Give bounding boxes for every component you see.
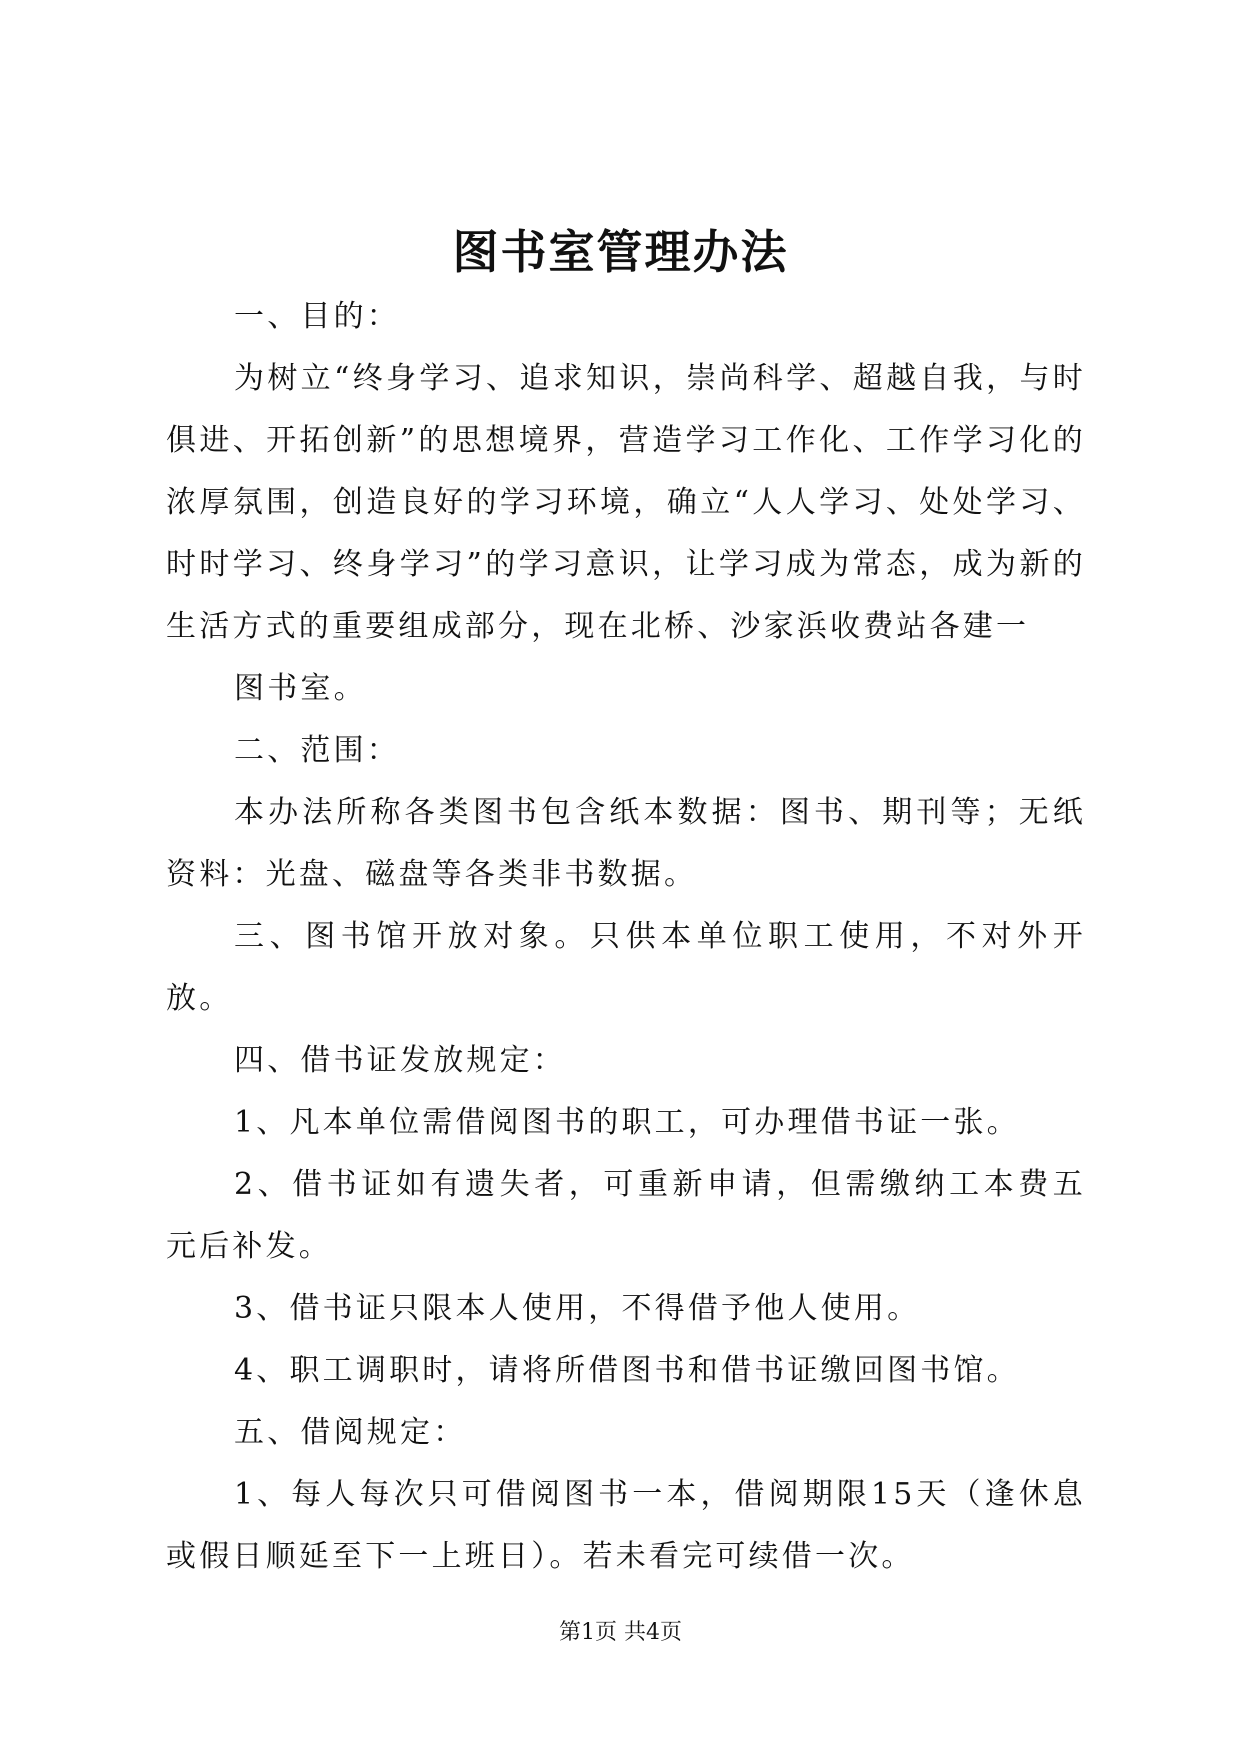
card-rule-item: 4、职工调职时，请将所借图书和借书证缴回图书馆。 [234, 1353, 1020, 1388]
section-heading-card-rules: 四、借书证发放规定： [234, 1043, 566, 1078]
card-rule-item: 3、借书证只限本人使用，不得借予他人使用。 [234, 1291, 921, 1326]
borrowing-rule-item: 1、每人每次只可借阅图书一本，借阅期限15天（逢休息或假日顺延至下一上班日）。若未看完可续借一次。 [166, 1477, 1086, 1574]
paragraph-purpose: 为树立“终身学习、追求知识，崇尚科学、超越自我，与时俱进、开拓创新”的思想境界，营造学习工作化、工作学习化的浓厚氛围，创造良好的学习环境，确立“人人学习、处处学习、时时学习、终身学习”的学习意识，让学习成为常态，成为新的生活方式的重要组成部分，现在北桥、沙家浜收费站各建一 [166, 361, 1086, 644]
card-rule-item: 1、凡本单位需借阅图书的职工，可办理借书证一张。 [234, 1105, 1020, 1140]
section-heading-purpose: 一、目的： [234, 299, 400, 334]
paragraph-purpose-continued: 图书室。 [234, 671, 367, 706]
section-heading-borrowing-rules: 五、借阅规定： [234, 1415, 467, 1450]
page-footer: 第1页 共4页 [559, 1620, 682, 1645]
section-heading-scope: 二、范围： [234, 733, 400, 768]
section-heading-open-to: 三、图书馆开放对象。只供本单位职工使用，不对外开放。 [166, 919, 1086, 1016]
document-body [166, 286, 1086, 1588]
document-title: 图书室管理办法 [452, 225, 789, 279]
card-rule-item: 2、借书证如有遗失者，可重新申请，但需缴纳工本费五元后补发。 [166, 1167, 1086, 1264]
paragraph-scope: 本办法所称各类图书包含纸本数据：图书、期刊等；无纸资料：光盘、磁盘等各类非书数据。 [166, 795, 1086, 892]
